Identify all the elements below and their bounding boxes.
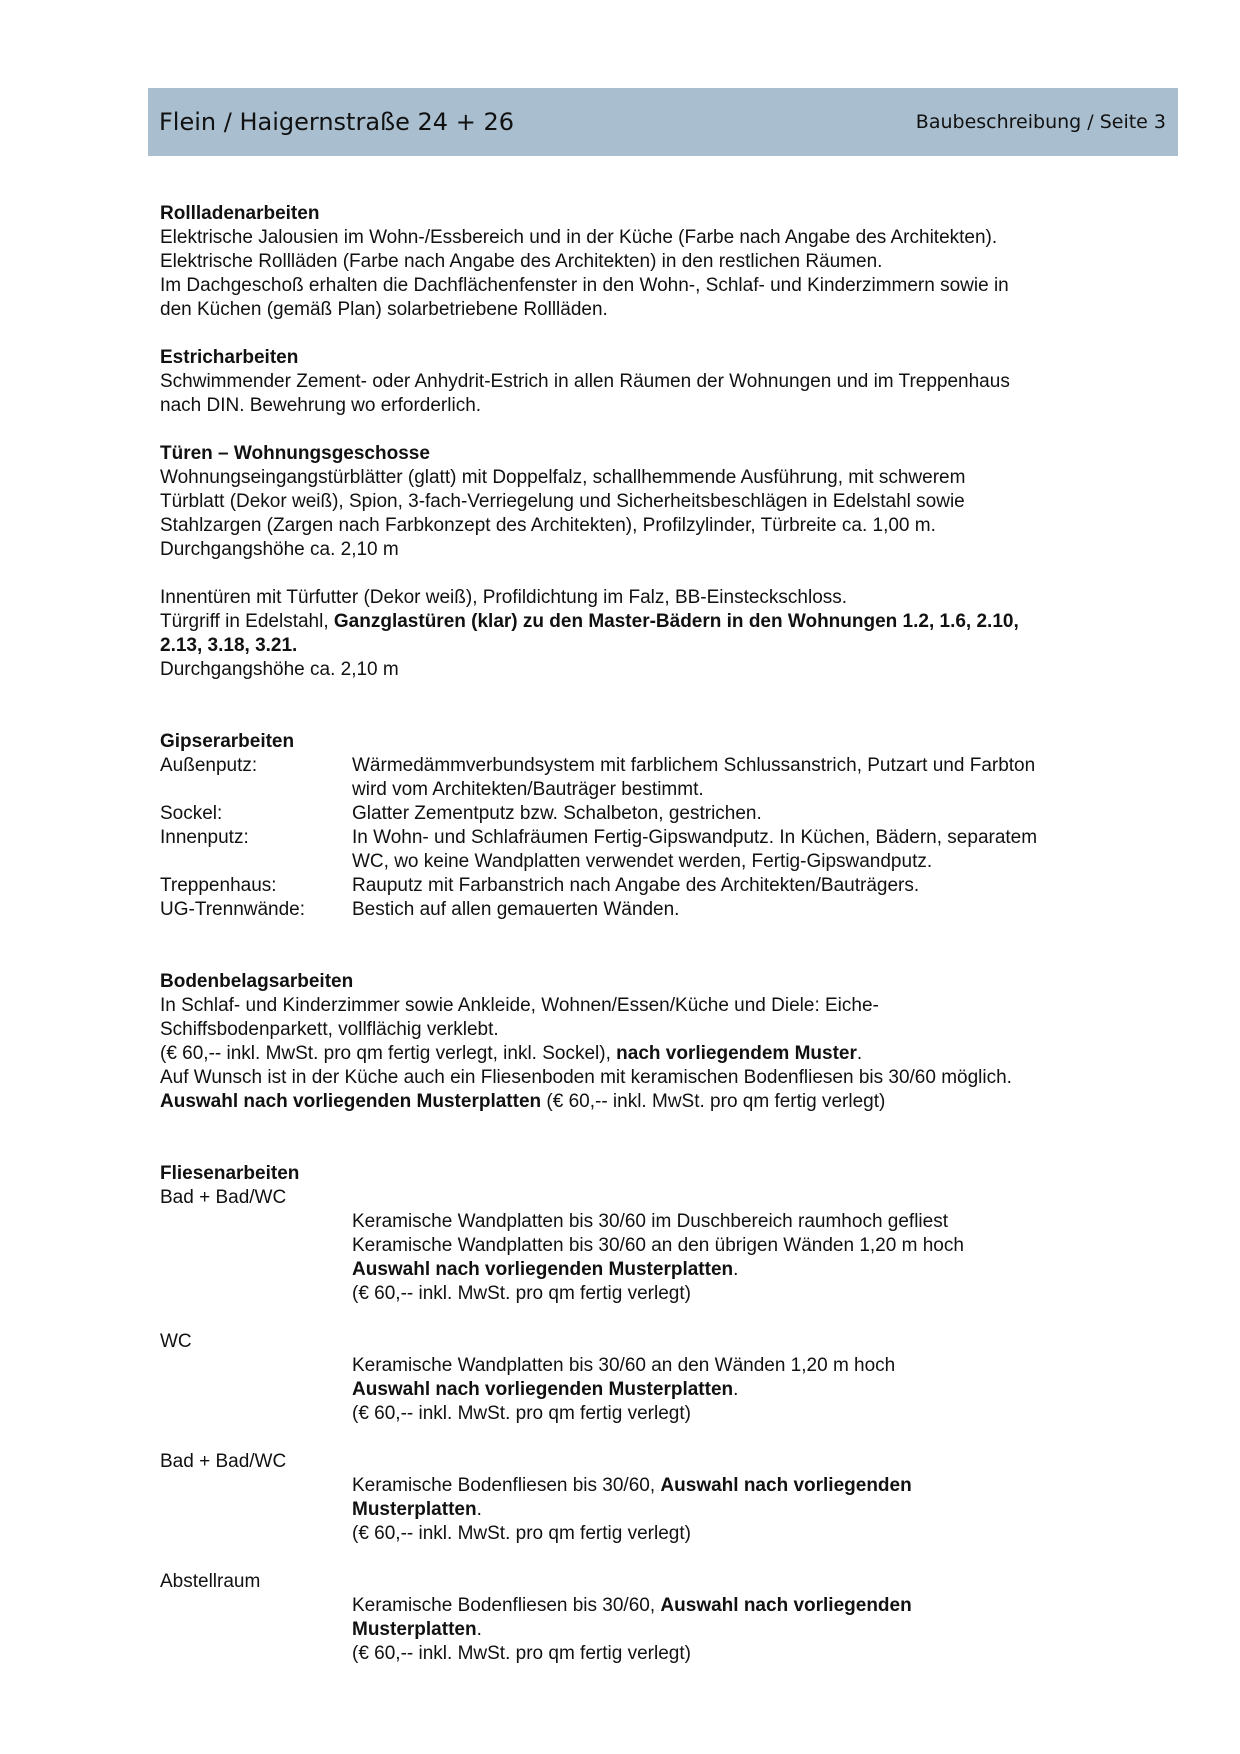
text-bold: Auswahl nach vorliegenden Musterplatten [352,1259,734,1280]
text-line: (€ 60,-- inkl. MwSt. pro qm fertig verlegt) [352,1643,691,1664]
text-line [160,1042,1120,1066]
text-line: (€ 60,-- inkl. MwSt. pro qm fertig verlegt) [352,1523,691,1544]
text-bold: Musterplatten [352,1499,477,1520]
group-label: Bad + Bad/WC [160,1451,287,1472]
spec-label: Sockel: [160,803,223,824]
text-line: den Küchen (gemäß Plan) solarbetriebene Rollläden. [160,299,608,320]
text-bold: Musterplatten [352,1619,477,1640]
text-normal: . [856,1043,863,1064]
section-fliesen [160,1162,1120,1666]
group-body [160,1354,1120,1426]
text-normal: . [733,1379,739,1400]
section-heading: Gipserarbeiten [160,731,295,752]
text-normal: . [476,1499,482,1520]
spec-row [160,874,1120,898]
text-line: Keramische Wandplatten bis 30/60 an den Wänden 1,20 m hoch [352,1355,896,1376]
spec-value [352,826,1120,874]
fliesen-group [160,1186,1120,1306]
fliesen-group [160,1330,1120,1426]
text-normal: Türgriff in Edelstahl, [160,611,334,632]
text-line [352,1258,1120,1282]
group-text [352,1594,1120,1666]
text-line: 2.13, 3.18, 3.21. [160,635,298,656]
section-tueren [160,442,1120,682]
spec-value [352,874,1120,898]
indent [160,1594,352,1666]
text-bold: Ganzglastüren (klar) zu den Master-Bädern in den Wohnungen 1.2, 1.6, 2.10, [333,611,1019,632]
text-line [352,1474,1120,1498]
group-label: WC [160,1331,192,1352]
spec-row [160,898,1120,922]
text-line: Innentüren mit Türfutter (Dekor weiß), Profildichtung im Falz, BB-Einsteckschloss. [160,587,848,608]
text-line: Schwimmender Zement- oder Anhydrit-Estrich in allen Räumen der Wohnungen und im Treppenhaus [160,371,1010,392]
section-heading: Fliesenarbeiten [160,1163,300,1184]
text-line [160,610,1120,634]
text-bold: Auswahl nach vorliegenden Musterplatten [160,1091,542,1112]
text-line: Stahlzargen (Zargen nach Farbkonzept des Architekten), Profilzylinder, Türbreite ca. 1,00 m. [160,515,936,536]
text-bold: Auswahl nach vorliegenden [660,1595,912,1616]
text-line: Bestich auf allen gemauerten Wänden. [352,899,680,920]
group-body [160,1474,1120,1546]
section-rollladen [160,202,1120,322]
text-line: Glatter Zementputz bzw. Schalbeton, gestrichen. [352,803,762,824]
text-normal: . [733,1259,739,1280]
spec-label: Außenputz: [160,755,258,776]
text-line: Elektrische Jalousien im Wohn-/Essbereich und in der Küche (Farbe nach Angabe des Architekten). [160,227,998,248]
indent [160,1354,352,1426]
section-gipser [160,730,1120,922]
text-line: Keramische Wandplatten bis 30/60 an den übrigen Wänden 1,20 m hoch [352,1235,964,1256]
spec-row [160,826,1120,874]
text-line: (€ 60,-- inkl. MwSt. pro qm fertig verlegt) [352,1403,691,1424]
group-label: Bad + Bad/WC [160,1187,287,1208]
text-line: wird vom Architekten/Bauträger bestimmt. [352,779,704,800]
page-header [148,88,1178,156]
text-normal: (€ 60,-- inkl. MwSt. pro qm fertig verlegt, inkl. Sockel), [160,1043,617,1064]
text-line [352,1618,1120,1642]
text-line: Türblatt (Dekor weiß), Spion, 3-fach-Verriegelung und Sicherheitsbeschlägen in Edelstahl sowie [160,491,965,512]
spec-row [160,754,1120,802]
fliesen-group [160,1450,1120,1546]
text-line: nach DIN. Bewehrung wo erforderlich. [160,395,482,416]
text-normal: . [476,1619,482,1640]
text-line: Durchgangshöhe ca. 2,10 m [160,659,399,680]
document-title: Flein / Haigernstraße 24 + 26 [159,108,514,136]
text-bold: nach vorliegendem Muster [616,1043,857,1064]
text-normal: Keramische Bodenfliesen bis 30/60, [352,1475,661,1496]
indent [160,1474,352,1546]
text-bold: Auswahl nach vorliegenden [660,1475,912,1496]
spec-label: Treppenhaus: [160,875,277,896]
section-heading: Türen – Wohnungsgeschosse [160,443,430,464]
text-line: Schiffsbodenparkett, vollflächig verklebt. [160,1019,499,1040]
text-line: WC, wo keine Wandplatten verwendet werden, Fertig-Gipswandputz. [352,851,933,872]
page-info: Baubeschreibung / Seite 3 [915,111,1166,133]
group-label: Abstellraum [160,1571,261,1592]
text-line [352,1378,1120,1402]
group-text [352,1210,1120,1306]
text-line: Wohnungseingangstürblätter (glatt) mit Doppelfalz, schallhemmende Ausführung, mit schwerem [160,467,966,488]
text-line: In Wohn- und Schlafräumen Fertig-Gipswandputz. In Küchen, Bädern, separatem [352,827,1038,848]
fliesen-group [160,1570,1120,1666]
spec-value [352,802,1120,826]
spec-label: Innenputz: [160,827,249,848]
group-text [352,1474,1120,1546]
text-line: Wärmedämmverbundsystem mit farblichem Schlussanstrich, Putzart und Farbton [352,755,1036,776]
section-boden [160,970,1120,1114]
section-heading: Rollladenarbeiten [160,203,320,224]
text-line: In Schlaf- und Kinderzimmer sowie Ankleide, Wohnen/Essen/Küche und Diele: Eiche- [160,995,879,1016]
spec-label: UG-Trennwände: [160,899,306,920]
text-normal: (€ 60,-- inkl. MwSt. pro qm fertig verlegt) [541,1091,886,1112]
text-line: Durchgangshöhe ca. 2,10 m [160,539,399,560]
section-estrich [160,346,1120,418]
text-line: Keramische Wandplatten bis 30/60 im Duschbereich raumhoch gefliest [352,1211,948,1232]
document-body [160,202,1120,1666]
text-line [352,1594,1120,1618]
text-line: Auf Wunsch ist in der Küche auch ein Fliesenboden mit keramischen Bodenfliesen bis 30/60 möglich. [160,1067,1012,1088]
text-line: Im Dachgeschoß erhalten die Dachflächenfenster in den Wohn-, Schlaf- und Kinderzimmern sowie in [160,275,1009,296]
spec-value [352,898,1120,922]
section-heading: Estricharbeiten [160,347,299,368]
text-line [160,1090,1120,1114]
text-line: Elektrische Rollläden (Farbe nach Angabe des Architekten) in den restlichen Räumen. [160,251,883,272]
spec-row [160,802,1120,826]
text-line [352,1498,1120,1522]
text-normal: Keramische Bodenfliesen bis 30/60, [352,1595,661,1616]
spec-value [352,754,1120,802]
text-line: (€ 60,-- inkl. MwSt. pro qm fertig verlegt) [352,1283,691,1304]
indent [160,1210,352,1306]
group-body [160,1594,1120,1666]
group-text [352,1354,1120,1426]
text-bold: Auswahl nach vorliegenden Musterplatten [352,1379,734,1400]
section-heading: Bodenbelagsarbeiten [160,971,354,992]
text-line: Rauputz mit Farbanstrich nach Angabe des Architekten/Bauträgers. [352,875,920,896]
group-body [160,1210,1120,1306]
